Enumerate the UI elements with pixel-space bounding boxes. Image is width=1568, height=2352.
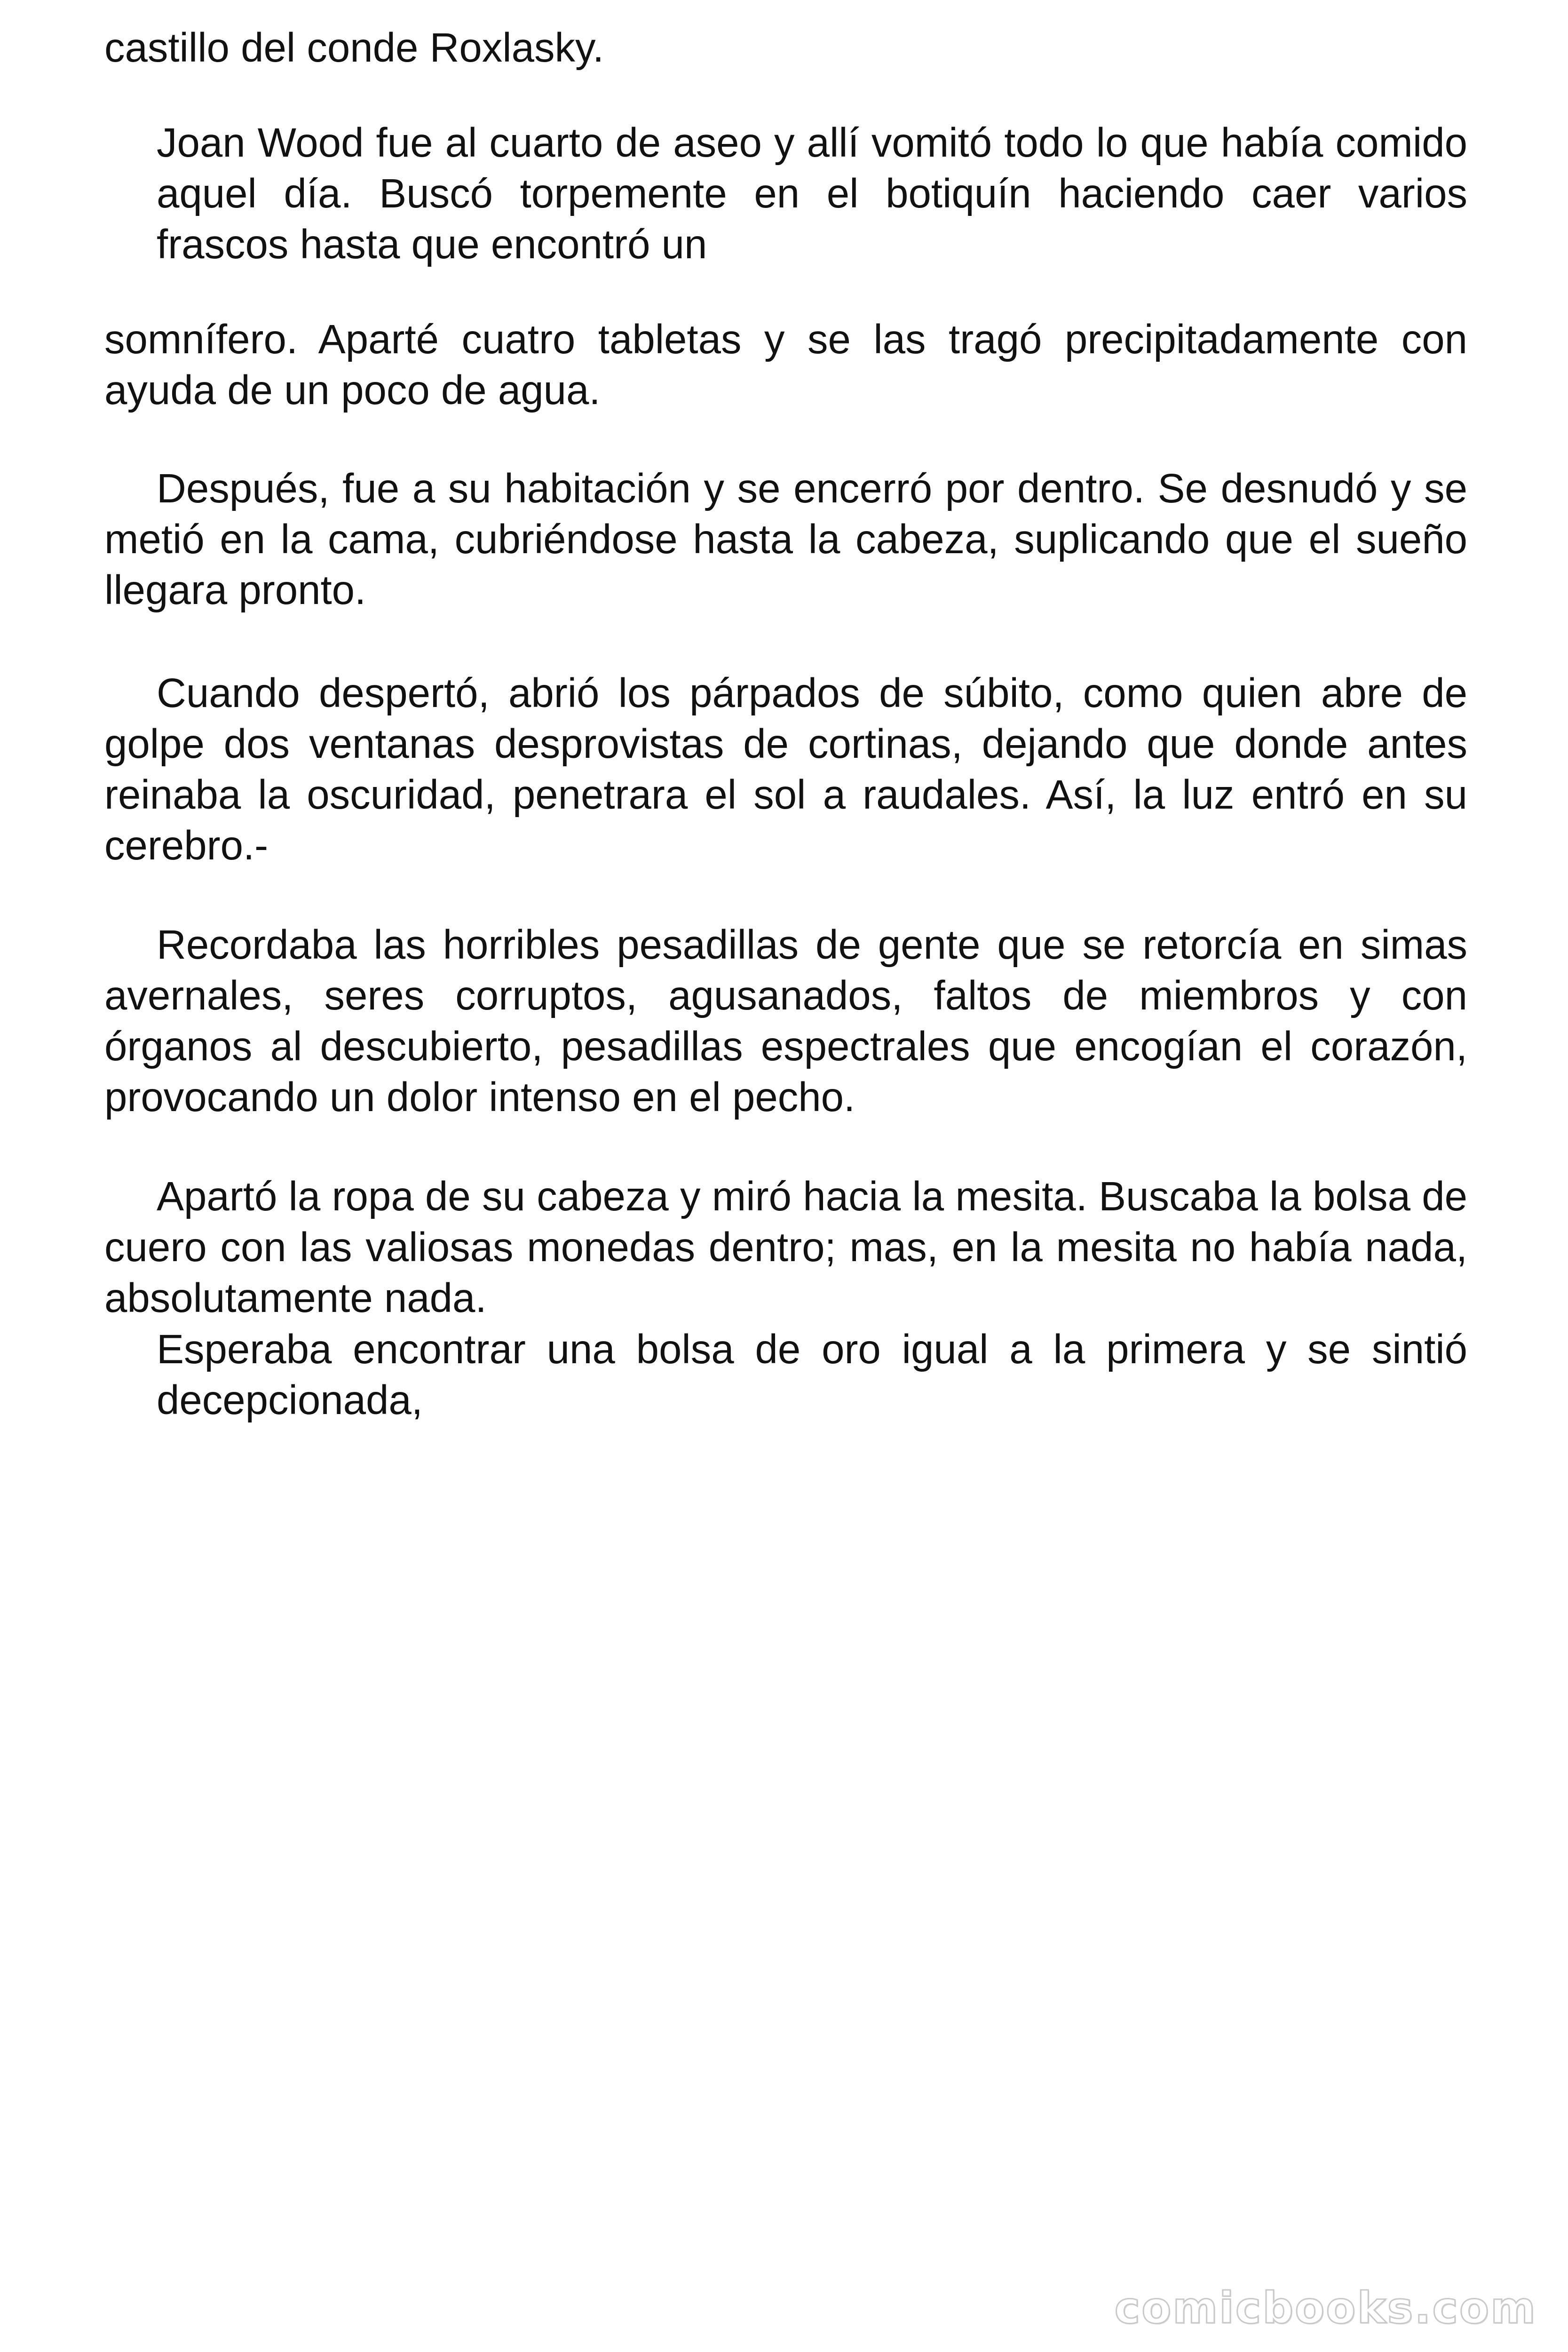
paragraph-2: Joan Wood fue al cuarto de aseo y allí vomitó todo lo que había comido aquel día. Buscó torpemente en el botiquín haciendo caer varios frascos hasta que encontró un xyxy=(157,120,1467,267)
paragraph-8: Esperaba encontrar una bolsa de oro igual a la primera y se sintió decepcionada, xyxy=(157,1327,1467,1423)
paragraph-3: somnífero. Aparté cuatro tabletas y se las tragó precipitadamente con ayuda de un poco de agua. xyxy=(104,317,1467,413)
paragraph-6: Recordaba las horribles pesadillas de gente que se retorcía en simas avernales, seres corruptos, agusanados, faltos de miembros y con órganos al descubierto, pesadillas espectrales que encogían el corazón, provocando un dolor intenso en el pecho. xyxy=(104,922,1467,1120)
paragraph-1: castillo del conde Roxlasky. xyxy=(104,25,604,71)
watermark-logo: comicbooks.com xyxy=(1114,2283,1537,2333)
paragraph-5: Cuando despertó, abrió los párpados de súbito, como quien abre de golpe dos ventanas desprovistas de cortinas, dejando que donde antes reinaba la oscuridad, penetrara el sol a raudales. Así, la luz entró en su cerebro.- xyxy=(104,670,1467,868)
paragraph-4: Después, fue a su habitación y se encerró por dentro. Se desnudó y se metió en la cama, cubriéndose hasta la cabeza, suplicando que el sueño llegara pronto. xyxy=(104,466,1467,613)
paragraph-7: Apartó la ropa de su cabeza y miró hacia la mesita. Buscaba la bolsa de cuero con las valiosas monedas dentro; mas, en la mesita no había nada, absolutamente nada. xyxy=(104,1174,1467,1321)
